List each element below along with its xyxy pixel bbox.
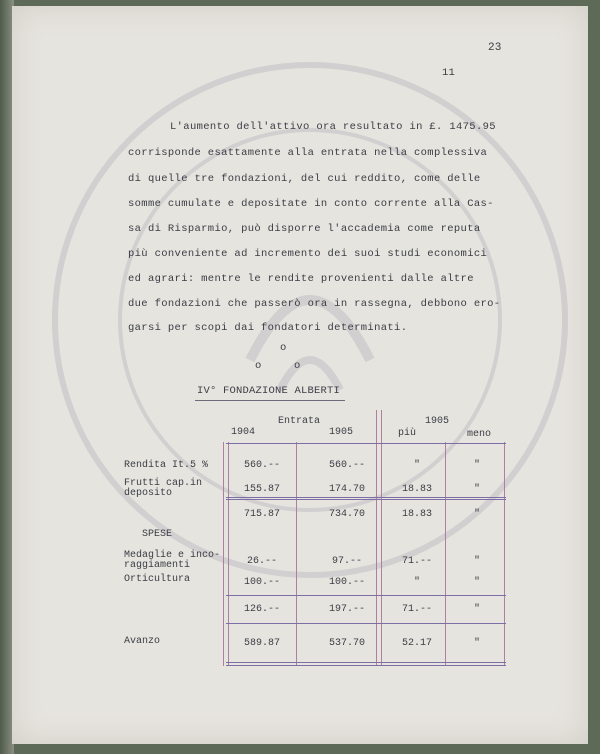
table-column-rule (504, 442, 505, 666)
table-column-rule (376, 410, 377, 666)
row-label: Frutti cap.in (124, 478, 203, 489)
paragraph-line: sa di Risparmio, può disporre l'accademia come reputa (128, 223, 481, 235)
table-column-rule (228, 442, 229, 666)
paragraph-line: più conveniente ad incremento dei suoi studi economici (128, 248, 488, 260)
header-entrata: Entrata (278, 416, 321, 427)
cell-meno: " (473, 556, 480, 567)
row-label: Rendita It.5 % (124, 460, 209, 471)
cell-1905: 734.70 (328, 509, 365, 520)
row-label: Orticultura (124, 574, 191, 585)
cell-1904: 589.87 (243, 638, 280, 649)
header-meno: meno (467, 429, 492, 440)
table-rule (226, 623, 506, 624)
separator-mark: o (280, 342, 287, 354)
paragraph-line: garsi per scopi dai fondatori determinati. (128, 322, 408, 334)
cell-meno: " (473, 638, 480, 649)
paragraph-line: corrisponde esattamente alla entrata nella complessiva (128, 147, 488, 159)
table-rule (226, 662, 506, 663)
table-rule (226, 443, 506, 444)
paragraph-line: ed agrari: mentre le rendite provenienti dalle altre (128, 273, 474, 285)
cell-1904: 26.-- (246, 556, 277, 567)
cell-1905: 560.-- (328, 460, 365, 471)
table-column-rule (381, 410, 382, 666)
table-column-rule (445, 442, 446, 666)
cell-piu: 18.83 (401, 509, 432, 520)
header-piu: più (398, 428, 417, 439)
cell-1905: 537.70 (328, 638, 365, 649)
section-title: IV° FONDAZIONE ALBERTI (197, 385, 341, 397)
row-label: Medaglie e inco- (124, 550, 221, 561)
header-1905-right: 1905 (425, 416, 450, 427)
page-number-top: 23 (488, 42, 502, 54)
cell-1904: 126.-- (243, 604, 280, 615)
cell-meno: " (473, 509, 480, 520)
cell-piu: 52.17 (401, 638, 432, 649)
cell-meno: " (473, 604, 480, 615)
watermark-seal (40, 30, 580, 590)
spese-label: SPESE (142, 529, 173, 540)
cell-piu: " (413, 460, 420, 471)
cell-piu: " (413, 577, 420, 588)
table-rule (226, 665, 506, 666)
cell-1904: 560.-- (243, 460, 280, 471)
paragraph-line: di quelle tre fondazioni, del cui reddito, come delle (128, 173, 481, 185)
header-1905: 1905 (329, 427, 354, 438)
cell-1905: 100.-- (328, 577, 365, 588)
title-underline (195, 400, 345, 401)
cell-1904: 100.-- (243, 577, 280, 588)
document-page (12, 6, 588, 744)
table-column-rule (223, 442, 224, 666)
cell-piu: 18.83 (401, 484, 432, 495)
paragraph-line: somme cumulate e depositate in conto corrente alla Cas- (128, 198, 494, 210)
row-label-continued: deposito (124, 488, 173, 499)
cell-1905: 97.-- (331, 556, 362, 567)
paragraph-line: L'aumento dell'attivo ora resultato in £. 1475.95 (170, 121, 496, 133)
table-column-rule (296, 442, 297, 666)
separator-mark: o o (255, 360, 301, 372)
table-rule (226, 497, 506, 498)
cell-meno: " (473, 484, 480, 495)
cell-piu: 71.-- (401, 604, 432, 615)
paragraph-line: due fondazioni che passerò ora in rassegna, debbono ero- (128, 298, 501, 310)
cell-1905: 174.70 (328, 484, 365, 495)
table-rule (226, 595, 506, 596)
table-rule (226, 499, 506, 500)
cell-1904: 155.87 (243, 484, 280, 495)
cell-meno: " (473, 460, 480, 471)
header-1904: 1904 (231, 427, 256, 438)
cell-piu: 71.-- (401, 556, 432, 567)
cell-1904: 715.87 (243, 509, 280, 520)
cell-meno: " (473, 577, 480, 588)
row-label: Avanzo (124, 636, 161, 647)
row-label-continued: raggiamenti (124, 560, 191, 571)
page-number-inner: 11 (442, 67, 456, 79)
cell-1905: 197.-- (328, 604, 365, 615)
